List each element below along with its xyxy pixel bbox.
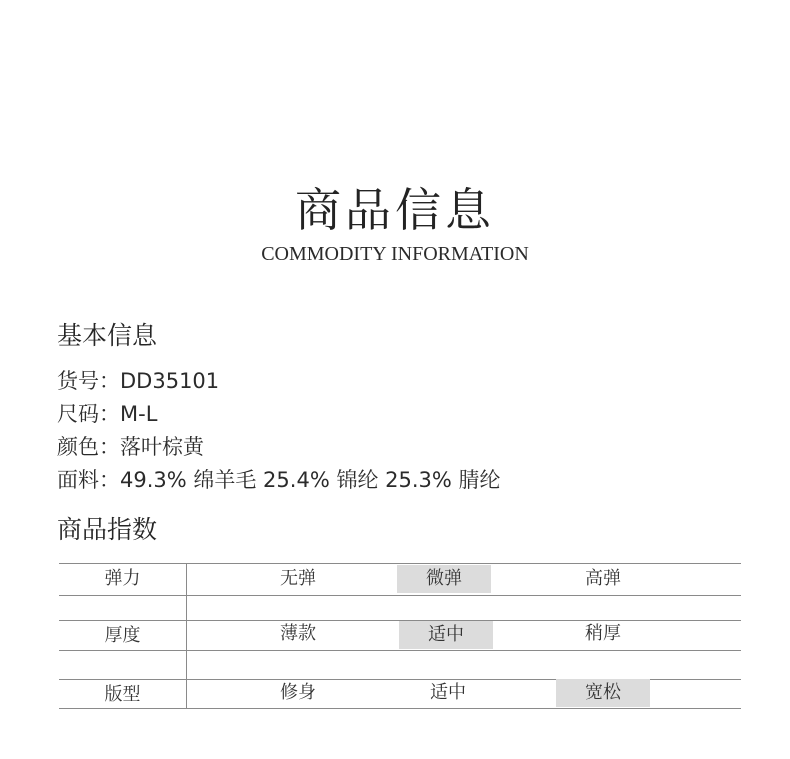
info-value: 落叶棕黄: [120, 435, 204, 459]
info-value: M-L: [120, 402, 158, 426]
basic-info-list: [57, 365, 501, 497]
info-row-color: [57, 431, 501, 464]
option-cell-selected: 适中: [399, 621, 493, 649]
row-label: 版型: [104, 684, 141, 705]
product-index-table: [59, 563, 741, 709]
info-value: 49.3% 绵羊毛 25.4% 锦纶 25.3% 腈纶: [120, 468, 501, 492]
info-label: 尺码：: [57, 402, 120, 426]
table-divider: [59, 650, 741, 651]
option-cell-selected: 宽松: [556, 679, 650, 707]
info-label: 面料：: [57, 468, 120, 492]
product-index-heading: 商品指数: [57, 515, 158, 544]
table-column-divider: [186, 563, 187, 709]
table-divider: [59, 563, 741, 564]
info-row-item-number: [57, 365, 501, 398]
info-label: 颜色：: [57, 435, 120, 459]
option-cell: 适中: [430, 682, 466, 703]
option-cell: 高弹: [585, 568, 621, 589]
option-cell: 稍厚: [585, 623, 621, 644]
page-subtitle: COMMODITY INFORMATION: [261, 243, 529, 265]
option-cell: 无弹: [280, 568, 316, 589]
option-cell-selected: 微弹: [397, 565, 491, 593]
table-divider: [59, 595, 741, 596]
option-cell: 修身: [280, 682, 316, 703]
info-value: DD35101: [120, 369, 220, 393]
info-row-fabric: [57, 464, 501, 497]
page-title: 商品信息: [295, 183, 495, 237]
option-cell: 薄款: [280, 623, 316, 644]
info-label: 货号：: [57, 369, 120, 393]
basic-info-heading: 基本信息: [57, 321, 158, 350]
row-label: 厚度: [104, 625, 141, 646]
info-row-size: [57, 398, 501, 431]
row-label: 弹力: [104, 568, 141, 589]
